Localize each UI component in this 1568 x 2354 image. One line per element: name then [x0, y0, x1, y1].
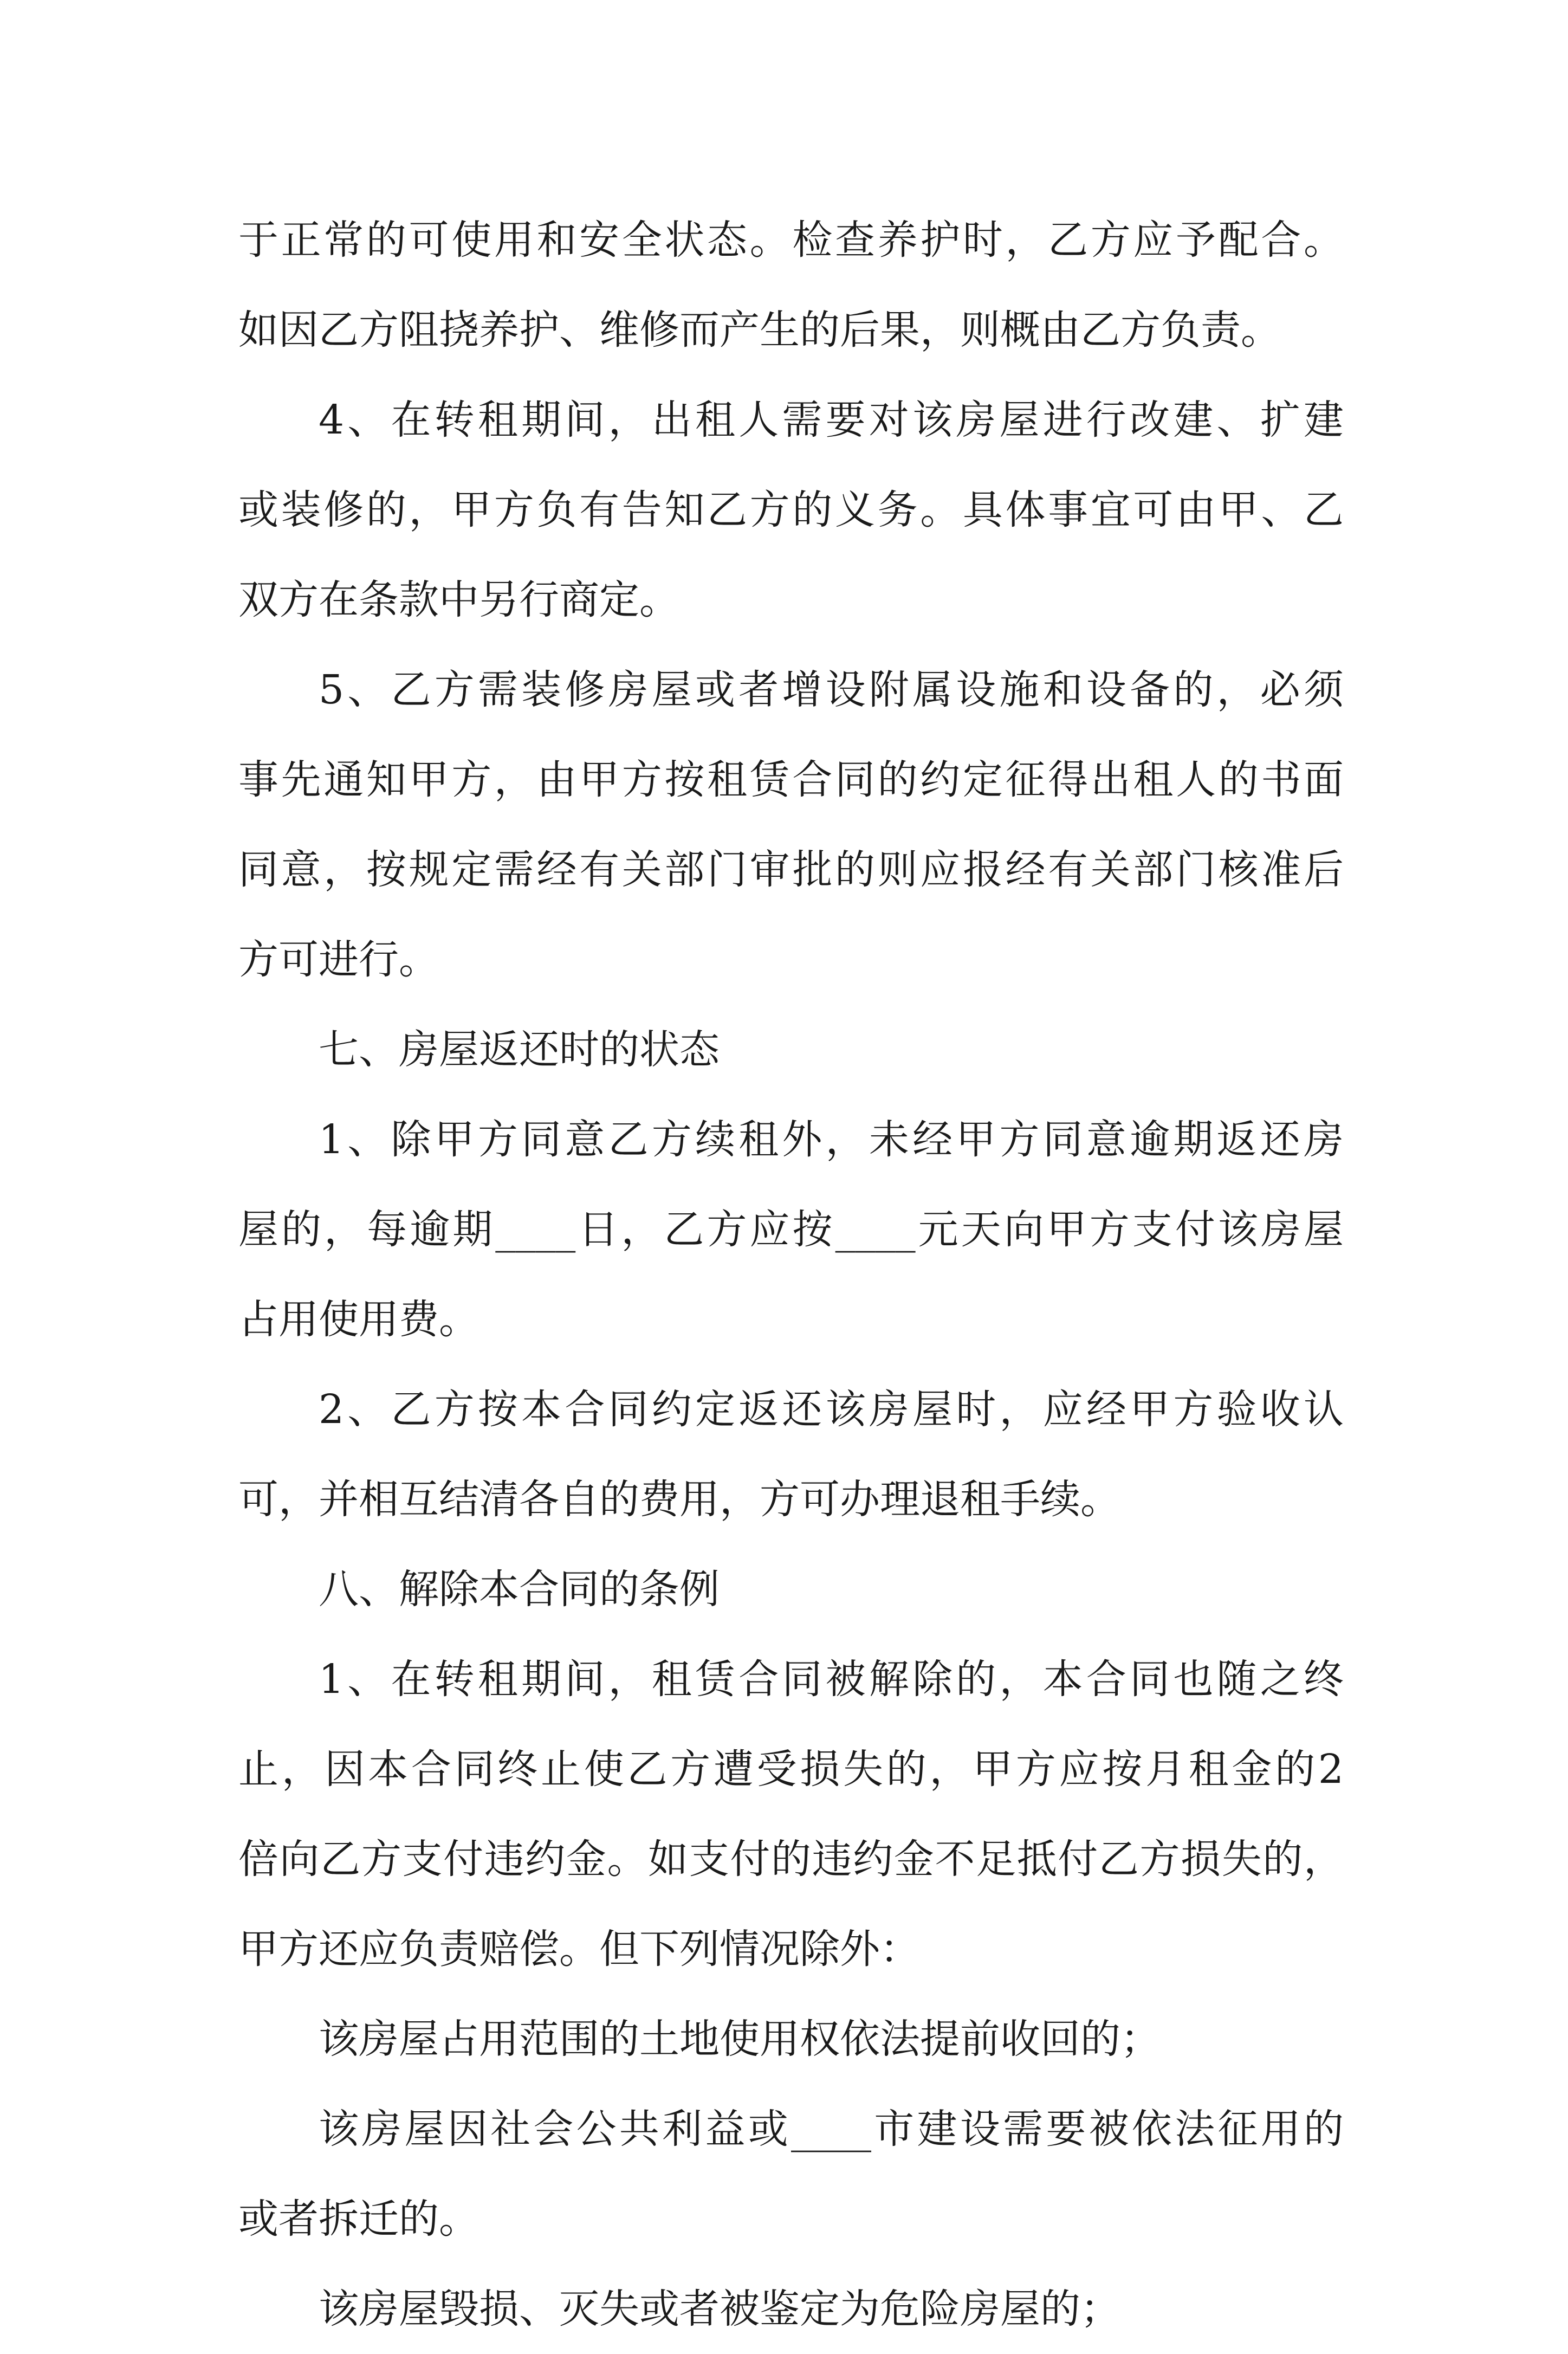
- paragraph: [238, 195, 1344, 375]
- text-line: 事先通知甲方，由甲方按租赁合同的约定征得出租人的书面: [238, 756, 1344, 803]
- paragraph: [238, 1994, 1344, 2084]
- paragraph: [238, 1544, 1344, 1634]
- text-line: 1、在转租期间，租赁合同被解除的，本合同也随之终: [319, 1656, 1344, 1703]
- paragraph: [238, 645, 1344, 1005]
- paragraph: [238, 1634, 1344, 1994]
- text-line: 5、乙方需装修房屋或者增设附属设施和设备的，必须: [319, 667, 1344, 713]
- paragraph: [238, 2264, 1344, 2354]
- text-line: 该房屋因社会公共利益或____市建设需要被依法征用的: [319, 2106, 1344, 2152]
- text-line: 止，因本合同终止使乙方遭受损失的，甲方应按月租金的2: [238, 1746, 1344, 1793]
- text-line: 于正常的可使用和安全状态。检查养护时，乙方应予配合。: [238, 217, 1344, 263]
- text-line: 双方在条款中另行商定。: [238, 577, 679, 623]
- text-line: 同意，按规定需经有关部门审批的则应报经有关部门核准后: [238, 846, 1344, 893]
- text-line: 方可进行。: [238, 936, 439, 983]
- text-line: 屋的，每逾期____日，乙方应按____元天向甲方支付该房屋: [238, 1206, 1344, 1253]
- text-line: 或装修的，甲方负有告知乙方的义务。具体事宜可由甲、乙: [238, 487, 1344, 533]
- text-line: 4、在转租期间，出租人需要对该房屋进行改建、扩建: [319, 397, 1344, 443]
- paragraph: [238, 2084, 1344, 2264]
- text-line: 该房屋毁损、灭失或者被鉴定为危险房屋的；: [319, 2286, 1120, 2332]
- text-line: 七、房屋返还时的状态: [319, 1026, 720, 1073]
- text-line: 2、乙方按本合同约定返还该房屋时，应经甲方验收认: [319, 1386, 1344, 1433]
- text-line: 该房屋占用范围的土地使用权依法提前收回的；: [319, 2016, 1161, 2062]
- document-body: [238, 195, 1344, 2354]
- text-line: 八、解除本合同的条例: [319, 1566, 720, 1613]
- text-line: 或者拆迁的。: [238, 2196, 479, 2242]
- text-line: 倍向乙方支付违约金。如支付的违约金不足抵付乙方损失的，: [238, 1836, 1344, 1883]
- paragraph: [238, 1005, 1344, 1095]
- text-line: 1、除甲方同意乙方续租外，未经甲方同意逾期返还房: [319, 1116, 1344, 1163]
- text-line: 如因乙方阻挠养护、维修而产生的后果，则概由乙方负责。: [238, 307, 1281, 353]
- paragraph: [238, 375, 1344, 645]
- text-line: 占用使用费。: [238, 1296, 479, 1343]
- paragraph: [238, 1095, 1344, 1364]
- text-line: 甲方还应负责赔偿。但下列情况除外：: [238, 1926, 920, 1973]
- text-line: 可，并相互结清各自的费用，方可办理退租手续。: [238, 1476, 1120, 1523]
- paragraph: [238, 1364, 1344, 1544]
